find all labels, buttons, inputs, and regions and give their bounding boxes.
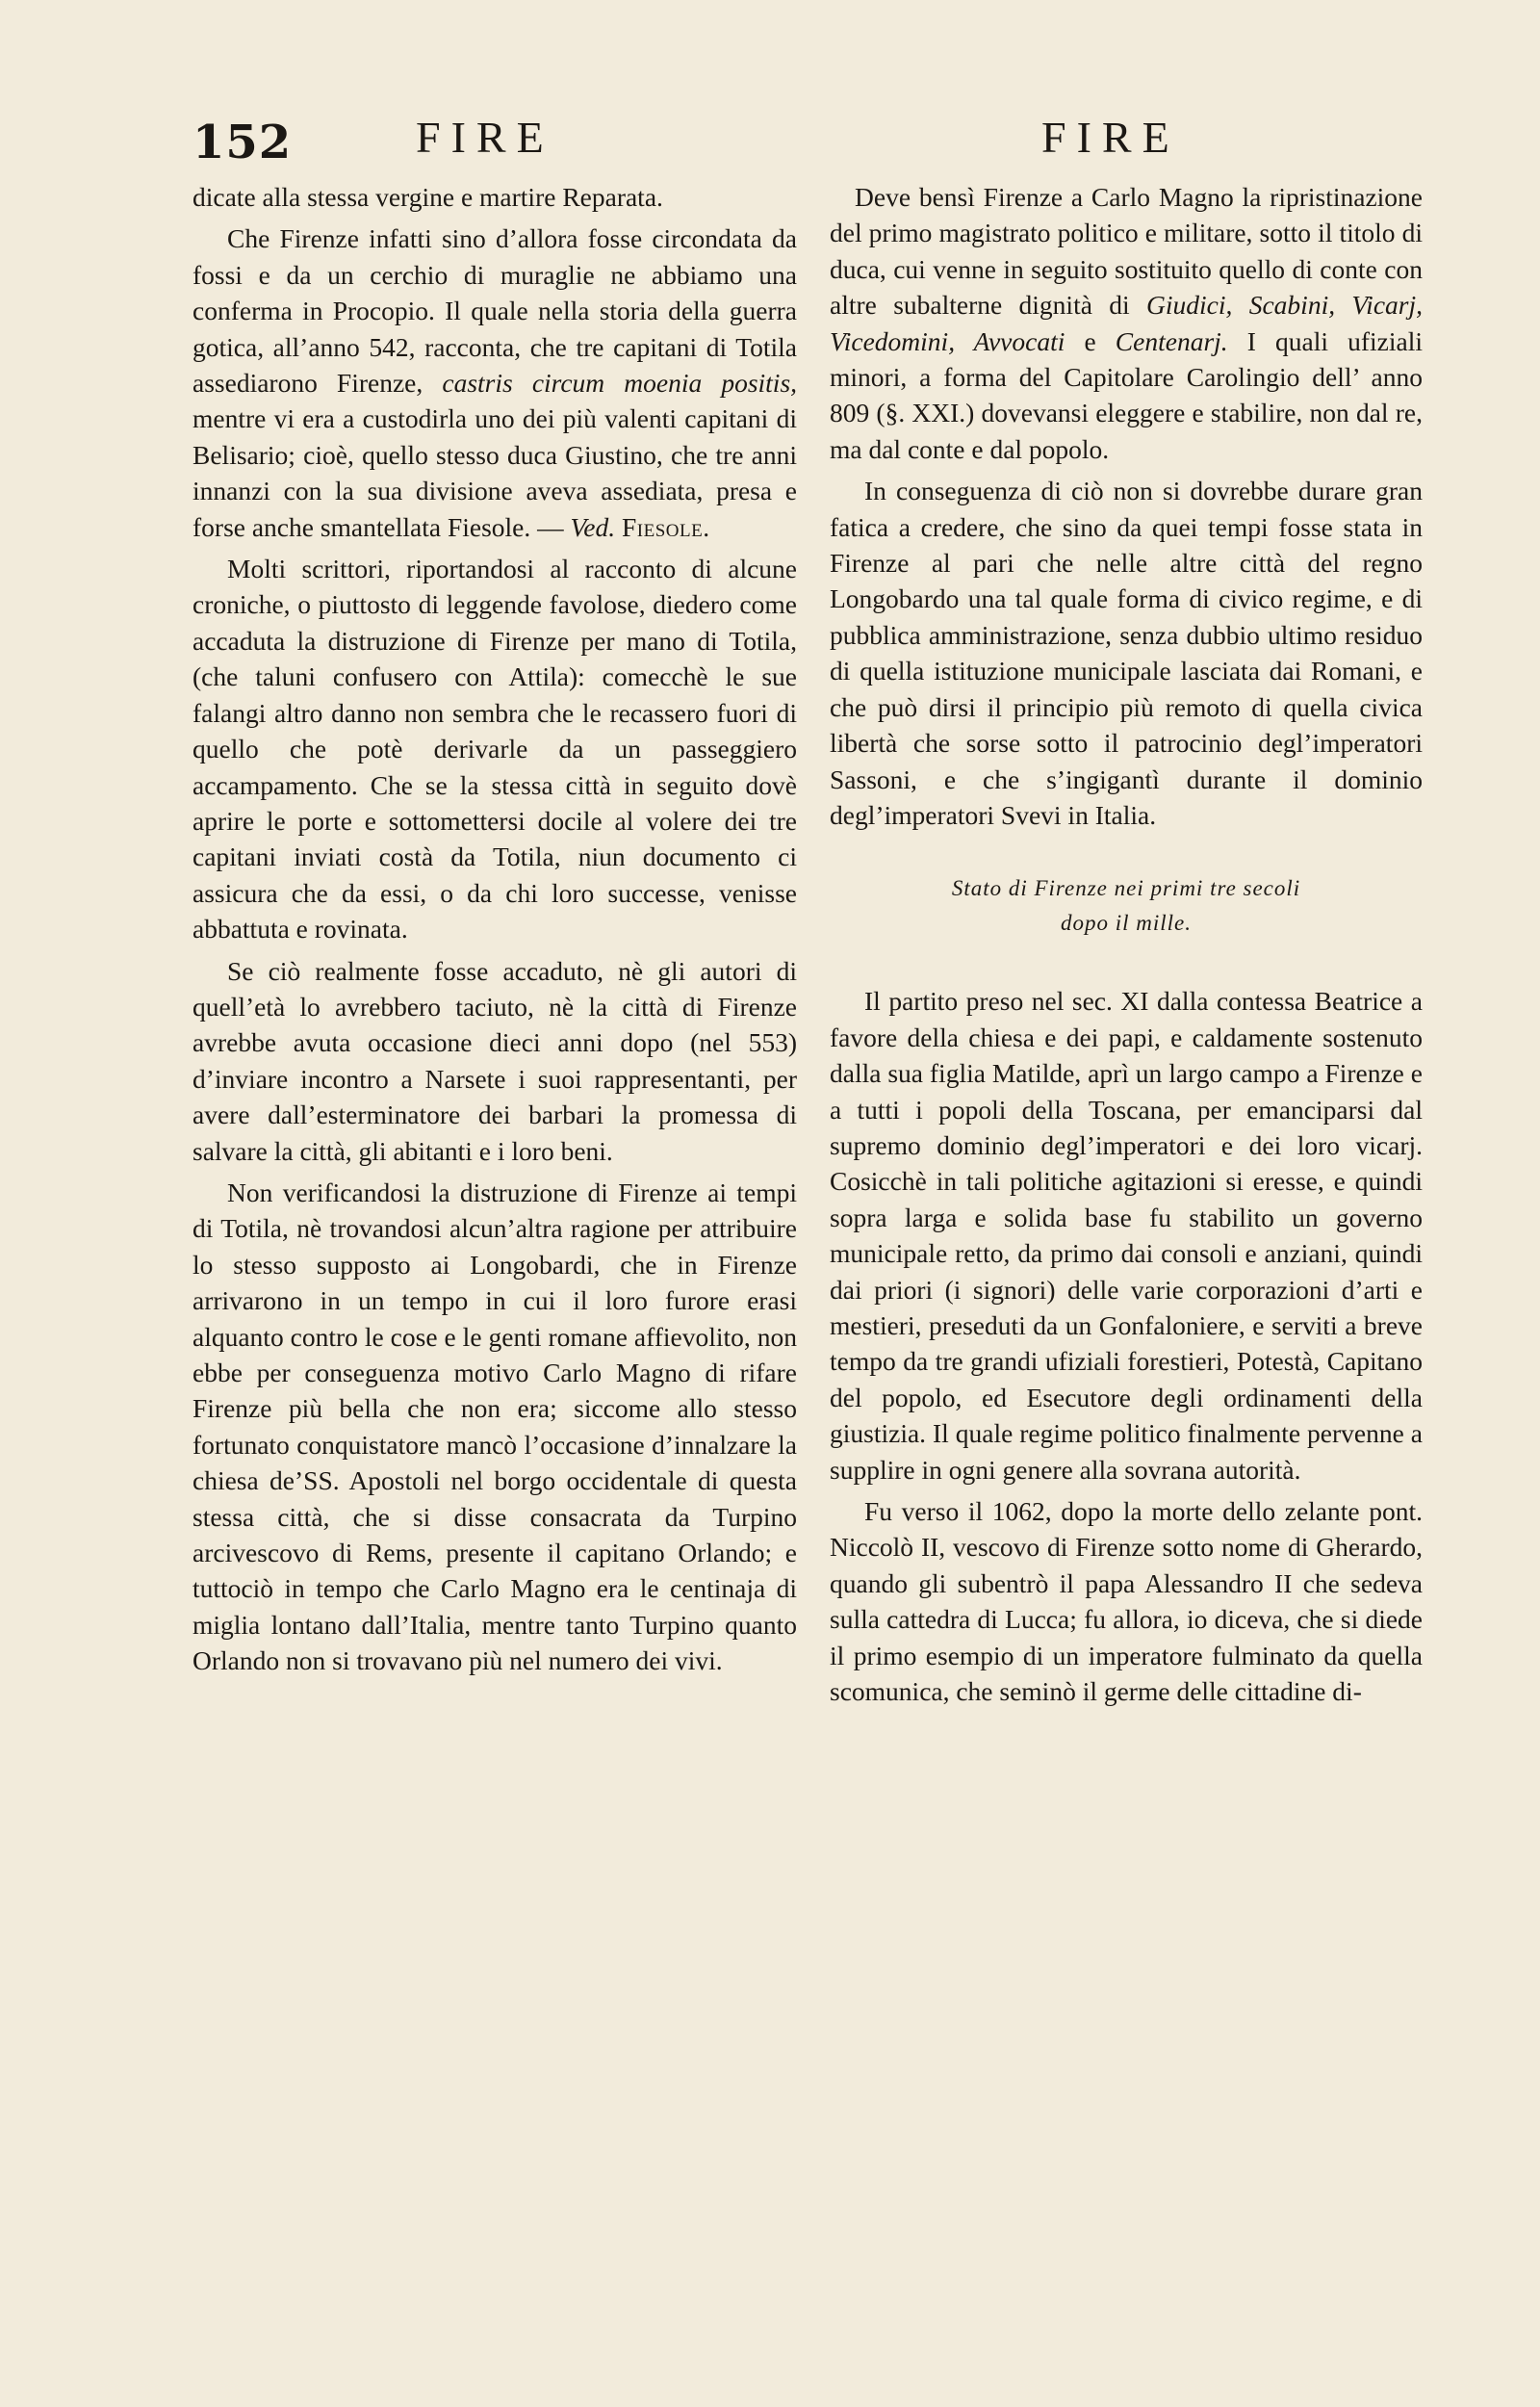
italic-terms: Giudici, Scabini, Vicarj, Vicedomini, Avvocati	[830, 290, 1423, 356]
section-title-line: dopo il mille.	[1060, 911, 1193, 936]
right-column	[830, 179, 1423, 1715]
section-title	[830, 871, 1423, 941]
page-number: 152	[192, 116, 293, 169]
paragraph-text: I quali ufiziali minori, a forma del Capitolare Carolingio dell’ anno 809 (§. XXI.) dovevansi eleggere e stabilire, non dal re, ma dal conte e dal popolo.	[830, 325, 1424, 464]
paragraph: In conseguenza di ciò non si dovrebbe durare gran fatica a credere, che sino da quei tempi fosse stata in Firenze al pari che nelle altre città del regno Longobardo una tal quale forma di civico regime, e di pubblica amministrazione, senza dubbio ultimo residuo di quella istituzione municipale lasciata dai Romani, e che può dirsi il principio più remoto di quella civica libertà che sorse sotto il patrocinio degl’imperatori Sassoni, e che s’ingigantì durante il dominio degl’imperatori Svevi in Italia.	[830, 476, 1423, 830]
paragraph: Molti scrittori, riportandosi al racconto di alcune croniche, o piuttosto di leggende favolose, diedero come accaduta la distruzione di Firenze per mano di Totila, (che taluni confusero con Attila): comecchè le sue falangi altro danno non sembra che le recassero fuori di quello che potè derivarle da un passeggiero accampamento. Che se la stessa città in seguito dovè aprire le porte e sottomettersi docile al volere dei tre capitani inviati costà da Totila, niun documento ci assicura che da essi, o da chi loro successe, venisse abbattuta e rovinata.	[192, 554, 797, 945]
paragraph: Fu verso il 1062, dopo la morte dello zelante pont. Niccolò II, vescovo di Firenze sotto nome di Gherardo, quando gli subentrò il papa Alessandro II che sedeva sulla cattedra di Lucca; fu allora, io diceva, che si diede il primo esempio di un imperatore fulminato da quella scomunica, che seminò il germe delle cittadine di-	[830, 1496, 1423, 1707]
paragraph: dicate alla stessa vergine e martire Reparata.	[192, 182, 663, 212]
paragraph-text: Che Firenze infatti sino d’allora fosse circondata da fossi e da un cerchio di muraglie ne abbiamo una conferma in Procopio. Il quale nella storia della guerra gotica, all’anno 542, racconta, che tre capitani di Totila assediarono Firenze,	[192, 223, 797, 399]
latin-quote: castris circum moenia positis,	[442, 368, 798, 399]
paragraph-text: mentre vi era a custodirla uno dei più valenti capitani di Belisario; cioè, quello stesso duca Giustino, che tre anni innanzi con la sua divisione aveva assediata, presa e forse anche smantellata Fiesole. —	[192, 403, 797, 542]
paragraph: Il partito preso nel sec. XI dalla contessa Beatrice a favore della chiesa e dei papi, e caldamente sostenuto dalla sua figlia Matilde, aprì un largo campo a Firenze e a tutti i popoli della Toscana, per emanciparsi dal supremo dominio degl’imperatori e dei loro vicarj. Cosicchè in tali politiche agitazioni si eresse, e quindi sopra larga e solida base fu stabilito un governo municipale retto, da primo dai consoli e anziani, quindi dai priori (i signori) delle varie corporazioni d’arti e mestieri, preseduti da un Gonfaloniere, e serviti a breve tempo da tre grandi ufiziali forestieri, Potestà, Capitano del popolo, ed Esecutore degli ordinamenti della giustizia. Il quale regime politico finalmente pervenne a supplire in ogni genere alla sovrana autorità.	[830, 986, 1423, 1485]
left-column	[192, 179, 797, 1685]
running-header-left: FIRE	[416, 113, 554, 162]
see-reference: Ved.	[570, 511, 616, 542]
italic-term: Centenarj.	[1115, 325, 1228, 356]
section-title-line: Stato di Firenze nei primi tre secoli	[951, 876, 1301, 901]
running-header-right: FIRE	[1041, 113, 1180, 162]
paragraph	[192, 220, 797, 545]
paragraph: Se ciò realmente fosse accaduto, nè gli autori di quell’età lo avrebbero taciuto, nè la città di Firenze avrebbe avuta occasione dieci anni dopo (nel 553) d’inviare incontro a Narsete i suoi rappresentanti, per avere dall’esterminatore dei barbari la promessa di salvare la città, gli abitanti e i loro beni.	[192, 955, 797, 1166]
paragraph-text: Deve bensì Firenze a Carlo Magno la ripristinazione del primo magistrato politico e militare, sotto il titolo di duca, cui venne in seguito sostituito quello di conte con altre subalterne dignità di	[830, 182, 1423, 321]
paragraph	[830, 179, 1423, 467]
cross-reference: Fiesole.	[621, 511, 710, 542]
paragraph-text: e	[1084, 325, 1096, 356]
paragraph: Non verificandosi la distruzione di Firenze ai tempi di Totila, nè trovandosi alcun’altra ragione per attribuire lo stesso supposto ai Longobardi, che in Firenze arrivarono in un tempo in cui il loro furore erasi alquanto contro le cose e le genti romane affievolito, non ebbe per conseguenza motivo Carlo Magno di rifare Firenze più bella che non era; siccome allo stesso fortunato conquistatore mancò l’occasione d’innalzare la chiesa de’SS. Apostoli nel borgo occidentale di questa stessa città, che si disse consacrata da Turpino arcivescovo di Rems, presente il capitano Orlando; e tuttociò in tempo che Carlo Magno era le centinaja di miglia lontano dall’Italia, mentre tanto Turpino quanto Orlando non si trovavano più nel numero dei vivi.	[192, 1177, 797, 1676]
